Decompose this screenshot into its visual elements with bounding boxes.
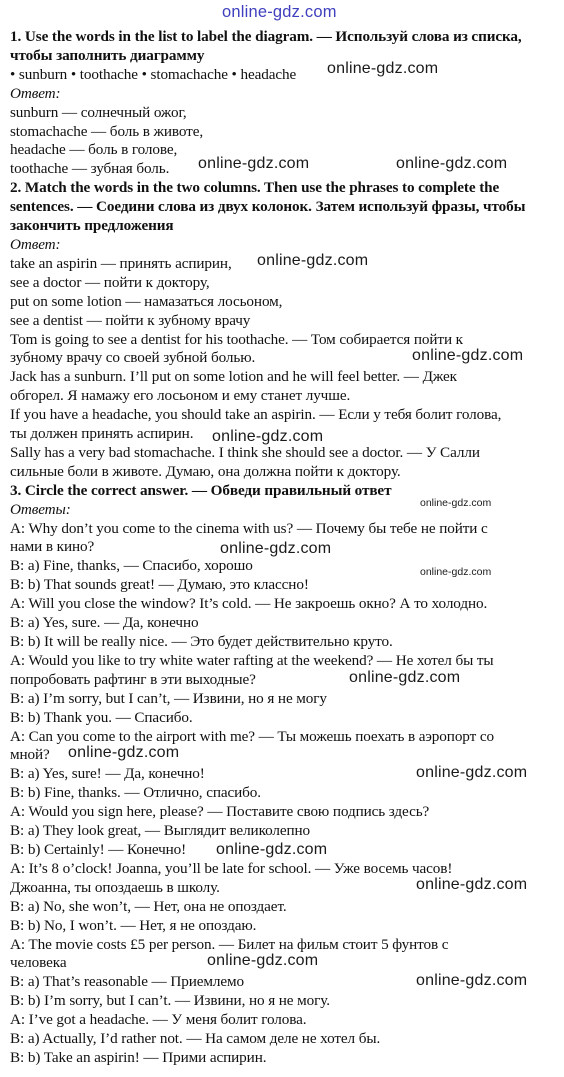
answer-line: A: The movie costs £5 per person. — Билет на фильм стоит 5 фунтов с <box>10 935 449 953</box>
answer-line: B: a) I’m sorry, but I can’t, — Извини, но я не могу <box>10 689 327 707</box>
answer-line: B: b) No, I won’t. — Нет, я не опоздаю. <box>10 916 257 934</box>
answer-line: B: a) Yes, sure! — Да, конечно! <box>10 765 205 783</box>
watermark-small: online-gdz.com <box>420 497 492 509</box>
exercise-1-heading: 1. Use the words in the list to label the diagram. — Используй слова из списка, чтобы заполнить диаграмму <box>10 28 522 64</box>
answer-line: B: a) They look great, — Выглядит великолепно <box>10 822 311 840</box>
watermark: online-gdz.com <box>68 744 180 761</box>
watermark: online-gdz.com <box>207 952 319 969</box>
exercise-2-answer-lines <box>10 255 558 482</box>
answer-line: take an aspirin — принять аспирин, <box>10 254 232 272</box>
answer-line: A: Would you sign here, please? — Поставите свою подпись здесь? <box>10 803 430 821</box>
answer-line: see a doctor — пойти к доктору, <box>10 273 210 291</box>
exercise-2-heading: 2. Match the words in the two columns. Then use the phrases to complete the sentences. — Соедини слова из двух колонок. Затем используй фразы, чтобы закончить предложения <box>10 179 526 235</box>
exercise-2-answer-label: Ответ: <box>10 235 61 253</box>
answer-line: B: b) Certainly! — Конечно! <box>10 840 187 858</box>
watermark: online-gdz.com <box>416 876 528 893</box>
exercise-3-heading: 3. Circle the correct answer. — Обведи правильный ответ <box>10 481 392 499</box>
answer-line: B: a) Fine, thanks, — Спасибо, хорошо <box>10 557 253 575</box>
answer-line: A: Why don’t you come to the cinema with us? — Почему бы тебе не пойти с <box>10 519 488 537</box>
answer-line: B: b) That sounds great! — Думаю, это классно! <box>10 576 309 594</box>
answer-line: A: Would you like to try white water rafting at the weekend? — Не хотел бы ты <box>10 651 494 669</box>
answer-line: put on some lotion — намазаться лосьоном, <box>10 292 283 310</box>
watermark: online-gdz.com <box>257 252 369 269</box>
answer-line: B: b) Thank you. — Спасибо. <box>10 708 193 726</box>
watermark: online-gdz.com <box>349 669 461 686</box>
answer-line: toothache — зубная боль. <box>10 160 170 178</box>
watermark: online-gdz.com <box>327 60 439 77</box>
answer-line: Sally has a very bad stomachache. I think she should see a doctor. — У Салли <box>10 443 480 461</box>
answer-line: попробовать рафтинг в эти выходные? <box>10 670 256 688</box>
answer-line: B: b) It will be really nice. — Это будет действительно круто. <box>10 633 393 650</box>
watermark: online-gdz.com <box>416 764 528 781</box>
exercise-3-answer-label: Ответы: <box>10 500 71 518</box>
answer-line: sunburn — солнечный ожог, <box>10 103 187 121</box>
exercise-1-word-list: • sunburn • toothache • stomachache • headache <box>10 65 297 83</box>
answer-line: сильные боли в животе. Думаю, она должна пойти к доктору. <box>10 462 401 480</box>
watermark: online-gdz.com <box>412 347 524 364</box>
exercise-1-answer-label: Ответ: <box>10 84 61 102</box>
answer-line: B: a) Actually, I’d rather not. — На самом деле не хотел бы. <box>10 1030 381 1048</box>
answer-line: Jack has a sunburn. I’ll put on some lotion and he will feel better. — Джек <box>10 368 457 386</box>
answer-line: A: Will you close the window? It’s cold. — Не закроешь окно? А то холодно. <box>10 595 488 613</box>
answer-line: обгорел. Я намажу его лосьоном и ему станет лучше. <box>10 387 351 405</box>
watermark: online-gdz.com <box>216 841 328 858</box>
answer-line: see a dentist — пойти к зубному врачу <box>10 311 251 329</box>
answer-line: B: a) That’s reasonable — Приемлемо <box>10 973 245 991</box>
watermark: online-gdz.com <box>198 155 310 172</box>
answer-line: headache — боль в голове, <box>10 141 178 159</box>
answer-line: зубному врачу со своей зубной болью. <box>10 349 256 367</box>
answer-line: If you have a headache, you should take an aspirin. — Если у тебя болит голова, <box>10 406 502 424</box>
watermark-top: online-gdz.com <box>222 3 337 21</box>
answer-line: Джоанна, ты опоздаешь в школу. <box>10 878 220 896</box>
watermark: online-gdz.com <box>416 972 528 989</box>
answer-line: A: Can you come to the airport with me? — Ты можешь поехать в аэропорт со <box>10 727 494 745</box>
answer-line: B: a) No, she won’t, — Нет, она не опоздает. <box>10 897 287 915</box>
watermark: online-gdz.com <box>396 155 508 172</box>
answer-line: Tom is going to see a dentist for his toothache. — Том собирается пойти к <box>10 330 463 348</box>
answer-line: мной? <box>10 746 50 764</box>
answer-line: нами в кино? <box>10 538 95 556</box>
answer-line: человека <box>10 954 67 972</box>
answer-line: A: It’s 8 o’clock! Joanna, you’ll be late for school. — Уже восемь часов! <box>10 859 453 877</box>
answer-line: ты должен принять аспирин. <box>10 425 194 443</box>
answer-line: B: a) Yes, sure. — Да, конечно <box>10 614 199 632</box>
answer-line: B: b) I’m sorry, but I can’t. — Извини, но я не могу. <box>10 992 330 1010</box>
answer-line: B: b) Fine, thanks. — Отлично, спасибо. <box>10 784 262 802</box>
answer-line: A: I’ve got a headache. — У меня болит голова. <box>10 1011 307 1029</box>
watermark: online-gdz.com <box>212 428 324 445</box>
watermark: online-gdz.com <box>220 540 332 557</box>
watermark-small: online-gdz.com <box>420 566 492 578</box>
answer-line: B: b) Take an aspirin! — Прими аспирин. <box>10 1048 267 1066</box>
answer-line: stomachache — боль в животе, <box>10 122 204 140</box>
